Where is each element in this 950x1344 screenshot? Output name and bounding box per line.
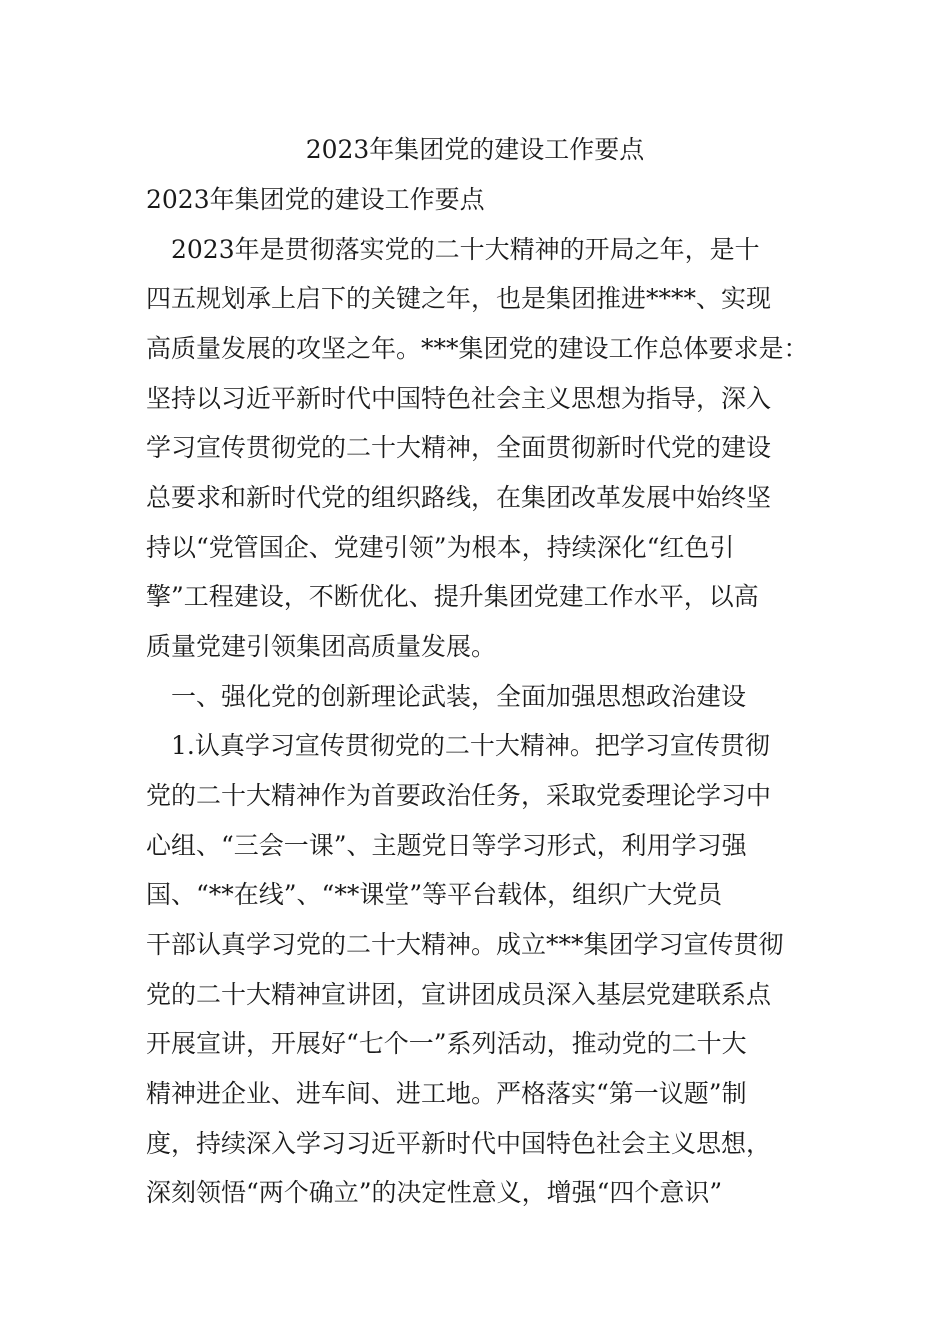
paragraph-line: 深刻领悟“两个确立”的决定性意义，增强“四个意识”: [146, 1178, 723, 1207]
paragraph-line: 四五规划承上启下的关键之年，也是集团推进****、实现: [146, 284, 772, 313]
paragraph-line: 干部认真学习党的二十大精神。成立***集团学习宣传贯彻: [146, 930, 784, 959]
paragraph-line: 高质量发展的攻坚之年。***集团党的建设工作总体要求是：: [146, 334, 809, 363]
paragraph-line: 党的二十大精神宣讲团，宣讲团成员深入基层党建联系点: [146, 980, 772, 1009]
paragraph-line: 1.认真学习宣传贯彻党的二十大精神。把学习宣传贯彻: [146, 731, 770, 760]
paragraph-line: 坚持以习近平新时代中国特色社会主义思想为指导，深入: [146, 384, 772, 413]
paragraph-line: 质量党建引领集团高质量发展。: [146, 632, 497, 661]
paragraph-line: 党的二十大精神作为首要政治任务，采取党委理论学习中: [146, 781, 772, 810]
paragraph-line: 总要求和新时代党的组织路线，在集团改革发展中始终坚: [146, 483, 772, 512]
paragraph-line: 精神进企业、进车间、进工地。严格落实“第一议题”制: [146, 1079, 747, 1108]
paragraph-line: 国、“**在线”、“**课堂”等平台载体，组织广大党员: [146, 880, 723, 909]
paragraph-line: 学习宣传贯彻党的二十大精神，全面贯彻新时代党的建设: [146, 433, 772, 462]
paragraph-line: 度，持续深入学习习近平新时代中国特色社会主义思想，: [146, 1129, 772, 1158]
subtitle-line: 2023年集团党的建设工作要点: [146, 185, 485, 214]
section-heading: 一、强化党的创新理论武装，全面加强思想政治建设: [146, 682, 747, 711]
paragraph-line: 开展宣讲，开展好“七个一”系列活动，推动党的二十大: [146, 1029, 747, 1058]
paragraph-line: 持以“党管国企、党建引领”为根本，持续深化“红色引: [146, 533, 735, 562]
document-title: 2023年集团党的建设工作要点: [305, 135, 645, 164]
paragraph-line: 2023年是贯彻落实党的二十大精神的开局之年，是十: [146, 235, 760, 264]
paragraph-line: 心组、“三会一课”、主题党日等学习形式，利用学习强: [146, 831, 747, 860]
paragraph-line: 擎”工程建设，不断优化、提升集团党建工作水平，以高: [146, 582, 759, 611]
